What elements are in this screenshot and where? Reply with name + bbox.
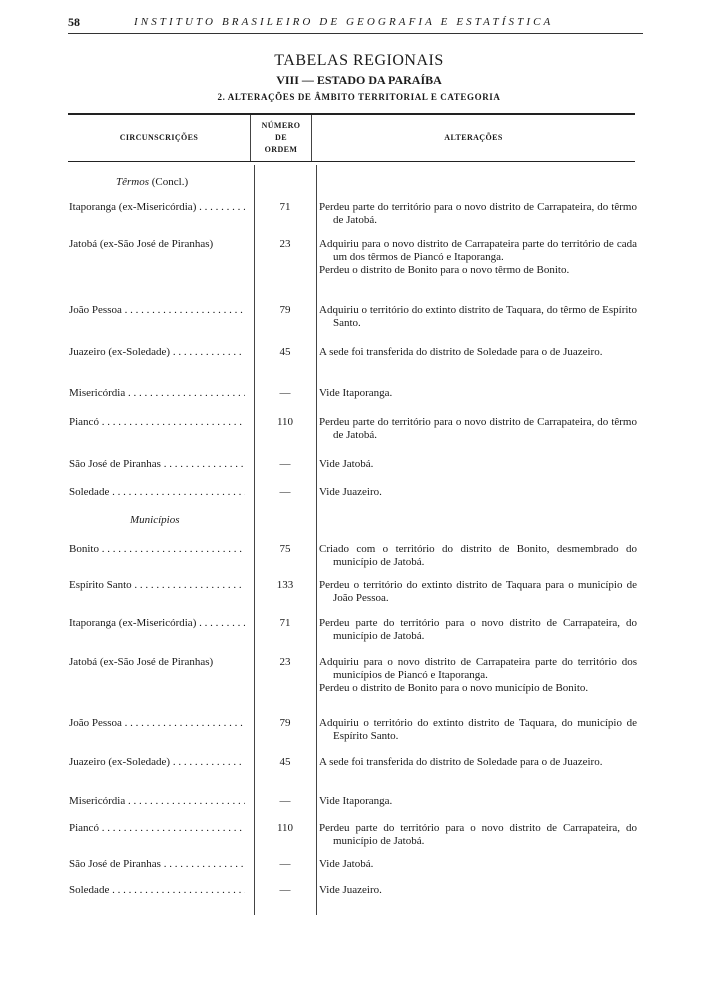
- running-head: [68, 15, 643, 34]
- row-number: 23: [279, 238, 291, 250]
- row-name: São José de Piranhas . . .: [69, 458, 245, 471]
- row-changes: [319, 858, 637, 871]
- row-changes: [319, 822, 637, 848]
- row-changes: [319, 756, 637, 769]
- row-changes: [319, 346, 637, 359]
- change-line: Vide Itaporanga.: [319, 795, 393, 807]
- change-line: A sede foi transferida do distrito de Soledade para o de Juazeiro.: [319, 756, 603, 768]
- row-changes: [319, 486, 637, 499]
- row-number: —: [279, 458, 291, 470]
- row-changes: [319, 795, 637, 808]
- section-label-municipios: Municípios: [130, 514, 180, 526]
- row-number: 79: [279, 717, 291, 729]
- row-name: Misericórdia . . .: [69, 387, 245, 400]
- row-number: 23: [279, 656, 291, 668]
- journal-name: INSTITUTO BRASILEIRO DE GEOGRAFIA E ESTATÍSTICA: [134, 16, 554, 28]
- change-line: Criado com o território do distrito de Bonito, desmembrado do município de Jatobá.: [319, 543, 637, 568]
- row-name: Juazeiro (ex-Soledade) . . .: [69, 346, 245, 359]
- row-number: —: [279, 858, 291, 870]
- body-column-divider: [316, 165, 317, 915]
- change-line: Vide Juazeiro.: [319, 884, 382, 896]
- change-line: Vide Jatobá.: [319, 858, 374, 870]
- row-name: Jatobá (ex-São José de Piranhas): [69, 238, 214, 250]
- change-line: Adquiriu o território do extinto distrito de Taquara, do têrmo de Espírito Santo.: [319, 304, 637, 329]
- row-number: 75: [279, 543, 291, 555]
- change-line: Perdeu parte do território para o novo distrito de Carrapateira, do têrmo de Jatobá.: [319, 416, 637, 441]
- row-changes: [319, 238, 637, 277]
- row-name: Itaporanga (ex-Misericórdia) . . .: [69, 617, 245, 630]
- row-number: —: [279, 387, 291, 399]
- row-name: Espírito Santo . . .: [69, 579, 245, 592]
- section-label-termos: [116, 176, 188, 188]
- change-line: Perdeu o território do extinto distrito de Taquara para o município de João Pessoa.: [319, 579, 637, 604]
- row-number: 79: [279, 304, 291, 316]
- row-name: São José de Piranhas . . .: [69, 858, 245, 871]
- row-changes: [319, 543, 637, 569]
- row-name: Misericórdia . . .: [69, 795, 245, 808]
- row-changes: [319, 304, 637, 330]
- change-line: Adquiriu para o novo distrito de Carrapateira parte do território dos municípios de Piancó e Itaporanga.: [319, 656, 637, 681]
- row-number: 45: [279, 756, 291, 768]
- row-number: 110: [276, 822, 294, 834]
- state-title: VIII — ESTADO DA PARAÍBA: [276, 73, 442, 87]
- change-line: Perdeu parte do território para o novo distrito de Carrapateira, do município de Jatobá.: [319, 617, 637, 642]
- row-changes: [319, 458, 637, 471]
- row-name: Piancó . . .: [69, 416, 245, 429]
- row-name: Soledade . . .: [69, 486, 245, 499]
- row-number: 71: [279, 617, 291, 629]
- change-line: Adquiriu para o novo distrito de Carrapateira parte do território de cada um dos têrmos de Piancó e Itaporanga.: [319, 238, 637, 263]
- row-name: João Pessoa . . .: [69, 304, 245, 317]
- column-header-numero-de-ordem: [251, 120, 311, 156]
- row-changes: [319, 656, 637, 695]
- row-name: Bonito . . .: [69, 543, 245, 556]
- header-bottom-rule: [68, 161, 635, 162]
- change-line: Perdeu parte do território para o novo distrito de Carrapateira, do têrmo de Jatobá.: [319, 201, 637, 226]
- row-changes: [319, 617, 637, 643]
- column-header-de: DE: [275, 133, 287, 142]
- change-line: Perdeu o distrito de Bonito para o novo têrmo de Bonito.: [319, 264, 570, 276]
- column-header-circunscricoes: CIRCUNSCRIÇÕES: [119, 133, 199, 142]
- change-line: Vide Juazeiro.: [319, 486, 382, 498]
- change-line: A sede foi transferida do distrito de Soledade para o de Juazeiro.: [319, 346, 603, 358]
- row-changes: [319, 201, 637, 227]
- row-changes: [319, 579, 637, 605]
- page-number: 58: [68, 15, 80, 29]
- row-changes: [319, 717, 637, 743]
- row-number: 133: [276, 579, 294, 591]
- row-name: João Pessoa . . .: [69, 717, 245, 730]
- change-line: Vide Jatobá.: [319, 458, 374, 470]
- row-number: 110: [276, 416, 294, 428]
- change-line: Perdeu parte do território para o novo distrito de Carrapateira, do município de Jatobá.: [319, 822, 637, 847]
- row-changes: [319, 416, 637, 442]
- row-number: 71: [279, 201, 291, 213]
- change-line: Vide Itaporanga.: [319, 387, 393, 399]
- row-number: —: [279, 884, 291, 896]
- page-title: TABELAS REGIONAIS: [274, 52, 444, 69]
- section-label-termos-suffix: (Concl.): [151, 176, 189, 188]
- column-header-numero: NÚMERO: [261, 121, 301, 130]
- change-line: Perdeu o distrito de Bonito para o novo município de Bonito.: [319, 682, 589, 694]
- row-number: —: [279, 486, 291, 498]
- column-header-alteracoes: ALTERAÇÕES: [444, 133, 503, 142]
- row-name: Piancó . . .: [69, 822, 245, 835]
- row-name: Juazeiro (ex-Soledade) . . .: [69, 756, 245, 769]
- section-label-termos-text: Têrmos: [116, 176, 150, 188]
- row-name: Itaporanga (ex-Misericórdia) . . .: [69, 201, 245, 214]
- change-line: Adquiriu o território do extinto distrito de Taquara, do município de Espírito Santo.: [319, 717, 637, 742]
- column-header-ordem: ORDEM: [264, 145, 298, 154]
- table-top-rule: [68, 113, 635, 115]
- row-name: Jatobá (ex-São José de Piranhas): [69, 656, 214, 668]
- row-name: Soledade . . .: [69, 884, 245, 897]
- table-subtitle: 2. ALTERAÇÕES DE ÂMBITO TERRITORIAL E CATEGORIA: [217, 92, 501, 102]
- row-number: 45: [279, 346, 291, 358]
- row-changes: [319, 884, 637, 897]
- row-changes: [319, 387, 637, 400]
- row-number: —: [279, 795, 291, 807]
